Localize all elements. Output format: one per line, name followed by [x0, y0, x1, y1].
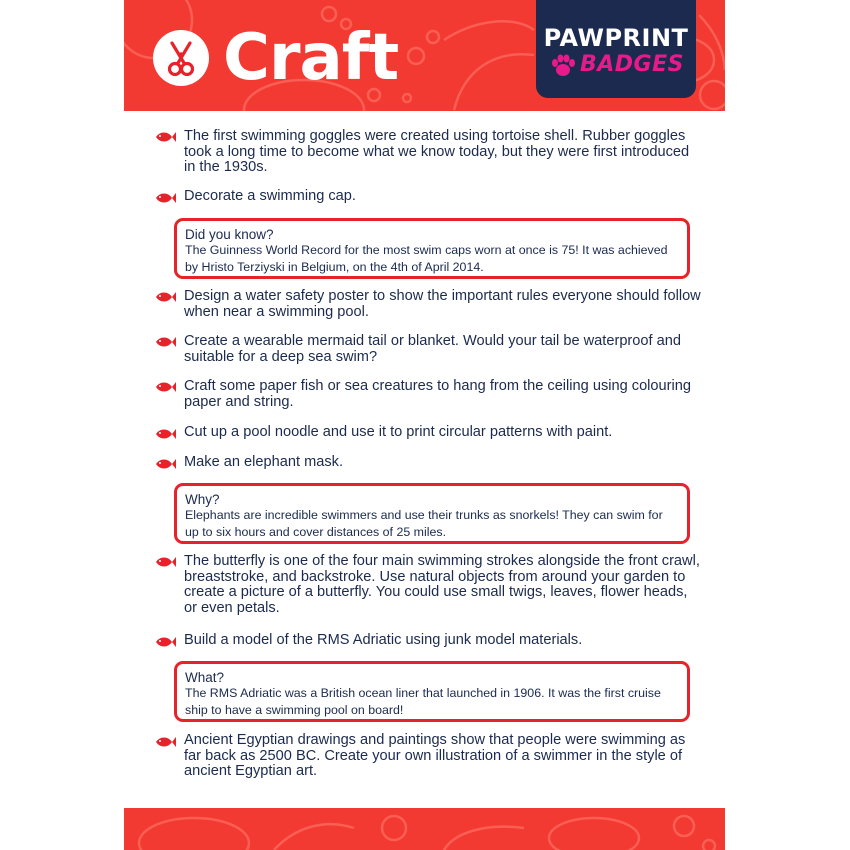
fish-icon — [154, 736, 176, 748]
box-text: Elephants are incredible swimmers and use their trunks as snorkels! They can swim for up to six hours and cover distances of 25 miles. — [185, 508, 663, 539]
box-title: Why? — [185, 492, 220, 507]
list-item: Cut up a pool noodle and use it to print circular patterns with paint. — [184, 424, 613, 440]
page-footer — [124, 808, 725, 850]
fish-icon — [154, 192, 176, 204]
page-title: Craft — [223, 21, 399, 95]
list-item: Decorate a swimming cap. — [184, 188, 356, 204]
craft-page — [124, 0, 725, 850]
box-title: Did you know? — [185, 227, 274, 242]
pawprint-badges-logo — [536, 0, 696, 98]
logo-text-badges: BADGES — [580, 52, 684, 77]
what-box — [174, 661, 690, 722]
scissors-badge — [153, 30, 209, 86]
fish-icon — [154, 556, 176, 568]
list-item: Build a model of the RMS Adriatic using junk model materials. — [184, 632, 583, 648]
logo-text-pawprint: PAWPRINT — [543, 24, 689, 52]
fish-icon — [154, 636, 176, 648]
box-text: The Guinness World Record for the most swim caps worn at once is 75! It was achieved by Hristo Terziyski in Belgium, on the 4th of April 2014. — [185, 243, 668, 274]
why-box — [174, 483, 690, 544]
page-header — [124, 0, 725, 111]
fish-icon — [154, 381, 176, 393]
list-item: The first swimming goggles were created using tortoise shell. Rubber goggles took a long time to become what we know today, but they were first introduced in the 1930s. — [184, 128, 690, 175]
fish-icon — [154, 428, 176, 440]
list-item: Craft some paper fish or sea creatures to hang from the ceiling using colouring paper and string. — [184, 378, 691, 410]
box-title: What? — [185, 670, 225, 685]
fish-icon — [154, 291, 176, 303]
fish-icon — [154, 131, 176, 143]
box-text: The RMS Adriatic was a British ocean liner that launched in 1906. It was the first cruise ship to have a swimming pool on board! — [185, 686, 661, 717]
did-you-know-box — [174, 218, 690, 279]
list-item: Make an elephant mask. — [184, 454, 343, 470]
list-item: Design a water safety poster to show the important rules everyone should follow when near a swimming pool. — [184, 288, 701, 320]
list-item: Ancient Egyptian drawings and paintings show that people were swimming as far back as 2500 BC. Create your own illustration of a swimmer in the style of ancient Egyptian art. — [184, 732, 686, 779]
list-item: The butterfly is one of the four main swimming strokes alongside the front crawl, breaststroke, and backstroke. Use natural objects from around your garden to create a picture of a butterfly. You could use small twigs, leaves, flower heads, or even petals. — [184, 553, 700, 616]
paw-icon — [550, 54, 576, 78]
scissors-icon — [153, 30, 209, 86]
fish-icon — [154, 458, 176, 470]
list-item: Create a wearable mermaid tail or blanket. Would your tail be waterproof and suitable for a deep sea swim? — [184, 333, 681, 365]
fish-icon — [154, 336, 176, 348]
footer-pattern — [124, 808, 725, 850]
